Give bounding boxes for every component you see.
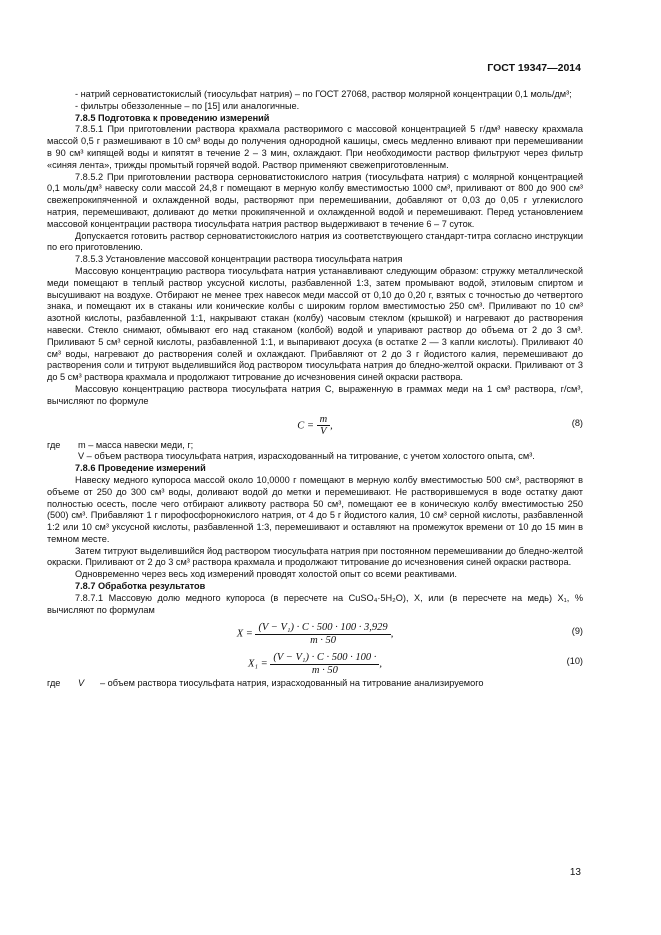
formula-lhs: C = bbox=[297, 420, 314, 432]
formula-lhs: X₁ = bbox=[247, 659, 268, 671]
formula-number: (10) bbox=[566, 656, 583, 667]
denominator: m · 50 bbox=[311, 665, 338, 677]
denominator: V bbox=[320, 426, 327, 438]
where-v: V – объем раствора тиосульфата натрия, израсходованный на титрование, с учетом холостого опыта, см³. bbox=[78, 451, 535, 462]
formula-8 bbox=[47, 410, 583, 438]
numerator: m bbox=[317, 414, 331, 427]
where-symbol: V bbox=[78, 678, 85, 689]
paragraph: 7.8.5.2 При приготовлении раствора серноватистокислого натрия (тиосульфата натрия) с молярной концентрацией 0,1 моль/дм³ навеску соли массой 24,8 г помещают в мерную колбу вместимостью 1000 см³, приливают от 800 до 900 см³ свежепрокипяченной и охлажденной воды, растворяют при перемешивании, добавляют от 0,03 до 0,05 г углекислого натрия, перемешивают, доливают до метки прокипяченной и охлажденной водой и перемешивают. Перед установлением массовой концентрации раствора тиосульфата натрия раствор выдерживают в течение 6 – 7 суток. bbox=[47, 171, 583, 229]
where-m: m – масса навески меди, г; bbox=[78, 439, 194, 450]
paragraph: Допускается готовить раствор серноватистокислого натрия из соответствующего стандарт-титра согласно инструкции по его приготовлению. bbox=[47, 230, 583, 253]
section-heading: 7.8.5 Подготовка к проведению измерений bbox=[75, 112, 270, 123]
paragraph: 7.8.5.3 Установление массовой концентрации раствора тиосульфата натрия bbox=[75, 254, 403, 265]
fraction bbox=[270, 652, 379, 677]
section-heading: 7.8.6 Проведение измерений bbox=[75, 463, 206, 474]
formula-number: (8) bbox=[571, 417, 583, 428]
section-heading: 7.8.7 Обработка результатов bbox=[75, 581, 206, 592]
where-v-analysis: – объем раствора тиосульфата натрия, израсходованный на титрование анализируемого bbox=[100, 678, 484, 689]
fraction bbox=[317, 414, 331, 439]
denominator: m · 50 bbox=[310, 635, 337, 647]
where-label: где bbox=[47, 439, 61, 450]
formula-lhs: X = bbox=[236, 629, 253, 641]
page-number: 13 bbox=[569, 867, 581, 878]
document-header: ГОСТ 19347—2014 bbox=[487, 62, 581, 74]
where-label: где bbox=[47, 678, 61, 689]
where-block bbox=[47, 440, 583, 452]
formula-10 bbox=[47, 648, 583, 676]
paragraph: Массовую концентрацию раствора тиосульфата натрия устанавливают следующим образом: стружку металлической меди помещают в теплый раствор уксусной кислоты, разбавленной 1:3, затем промывают водой, этиловым спиртом и высушивают на воздухе. Отбирают не менее трех навесок меди массой от 0,10 до 0,20 г, взятых с точностью до четвертого знака, и помещают их в стаканы или конические колбы с широким горлом вместимостью 250 см³. Приливают по 10 см³ азотной кислоты, разбавленной 1:1, накрывают стакан (колбу) часовым стеклом (крышкой) и нагревают до растворения навески. Стекло снимают, обмывают его над стаканом (колбой) водой и упаривают раствор до объема от 2 до 3 см³. Приливают 5 см³ серной кислоты, разбавленной 1:1, и выпаривают досуха (в остатке 2 — 3 капли кислоты). Приливают 40 см³ воды, нагревают до растворения солей и охлаждают. Прибавляют от 2 до 3 г йодистого калия, перемешивают до растворения соли и титруют выделившийся йод раствором тиосульфата натрия до бледно-желтой окраски. Приливают от 3 до 5 см³ раствора крахмала и продолжают титрование до исчезновения синей окраски раствора. bbox=[47, 265, 583, 383]
where-block bbox=[47, 451, 583, 463]
paragraph: Одновременно через весь ход измерений проводят холостой опыт со всеми реактивами. bbox=[75, 569, 457, 580]
numerator: (V − V₁) · C · 500 · 100 · 3,929 bbox=[255, 622, 390, 635]
fraction bbox=[255, 622, 390, 647]
paragraph: Навеску медного купороса массой около 10,0000 г помещают в мерную колбу вместимостью 500 см³, растворяют в объеме от 250 до 300 см³ воды, доливают водой до метки и перемешивают. Не растворившемуся в воде остатку дают полностью осесть, после чего отбирают аликвоту раствора 50 см³, помещают ее в коническую колбу вместимостью 250 (500) см³. Прибавляют 1 г пирофосфорнокислого натрия, от 4 до 5 г йодистого калия, 10 см³ серной кислоты, разбавленной 1:2 или 10 см³ уксусной кислоты, разбавленной 1:3, перемешивают и оставляют на промежуток времени от 10 до 15 мин в темном месте. bbox=[47, 474, 583, 544]
paragraph: 7.8.5.1 При приготовлении раствора крахмала растворимого с массовой концентрацией 5 г/дм³ навеску крахмала массой 0,5 г размешивают в 10 см³ воды до получения однородной кашицы, смесь медленно вливают при перемешивании в 90 см³ кипящей воды и кипятят в течение 2 – 3 мин, охлаждают. При необходимости раствор фильтруют через фильтр «синяя лента», трижды промытый горячей водой. Раствор применяют свежеприготовленным. bbox=[47, 124, 583, 170]
page-body bbox=[47, 89, 583, 690]
formula-9 bbox=[47, 618, 583, 646]
paragraph: Затем титруют выделившийся йод раствором тиосульфата натрия при постоянном перемешивании до бледно-желтой окраски. Приливают от 2 до 3 см³ раствора крахмала и продолжают титрование до исчезновения синей окраски раствора. bbox=[47, 545, 583, 568]
paragraph: 7.8.7.1 Массовую долю медного купороса (в пересчете на CuSO₄·5H₂O), X, или (в пересчете на медь) X₁, % вычисляют по формулам bbox=[47, 592, 583, 615]
numerator: (V − V₁) · C · 500 · 100 · bbox=[270, 652, 379, 665]
paragraph: - натрий серноватистокислый (тиосульфат натрия) – по ГОСТ 27068, раствор молярной концентрации 0,1 моль/дм³; bbox=[75, 89, 572, 99]
paragraph: - фильтры обеззоленные – по [15] или аналогичные. bbox=[75, 100, 300, 111]
formula-number: (9) bbox=[571, 626, 583, 637]
where-block bbox=[47, 678, 583, 690]
formula-tail: , bbox=[390, 629, 394, 641]
formula-tail: , bbox=[330, 420, 333, 432]
formula-tail: , bbox=[379, 659, 383, 671]
paragraph: Массовую концентрацию раствора тиосульфата натрия C, выраженную в граммах меди на 1 см³ раствора, г/см³, вычисляют по формуле bbox=[47, 383, 583, 406]
